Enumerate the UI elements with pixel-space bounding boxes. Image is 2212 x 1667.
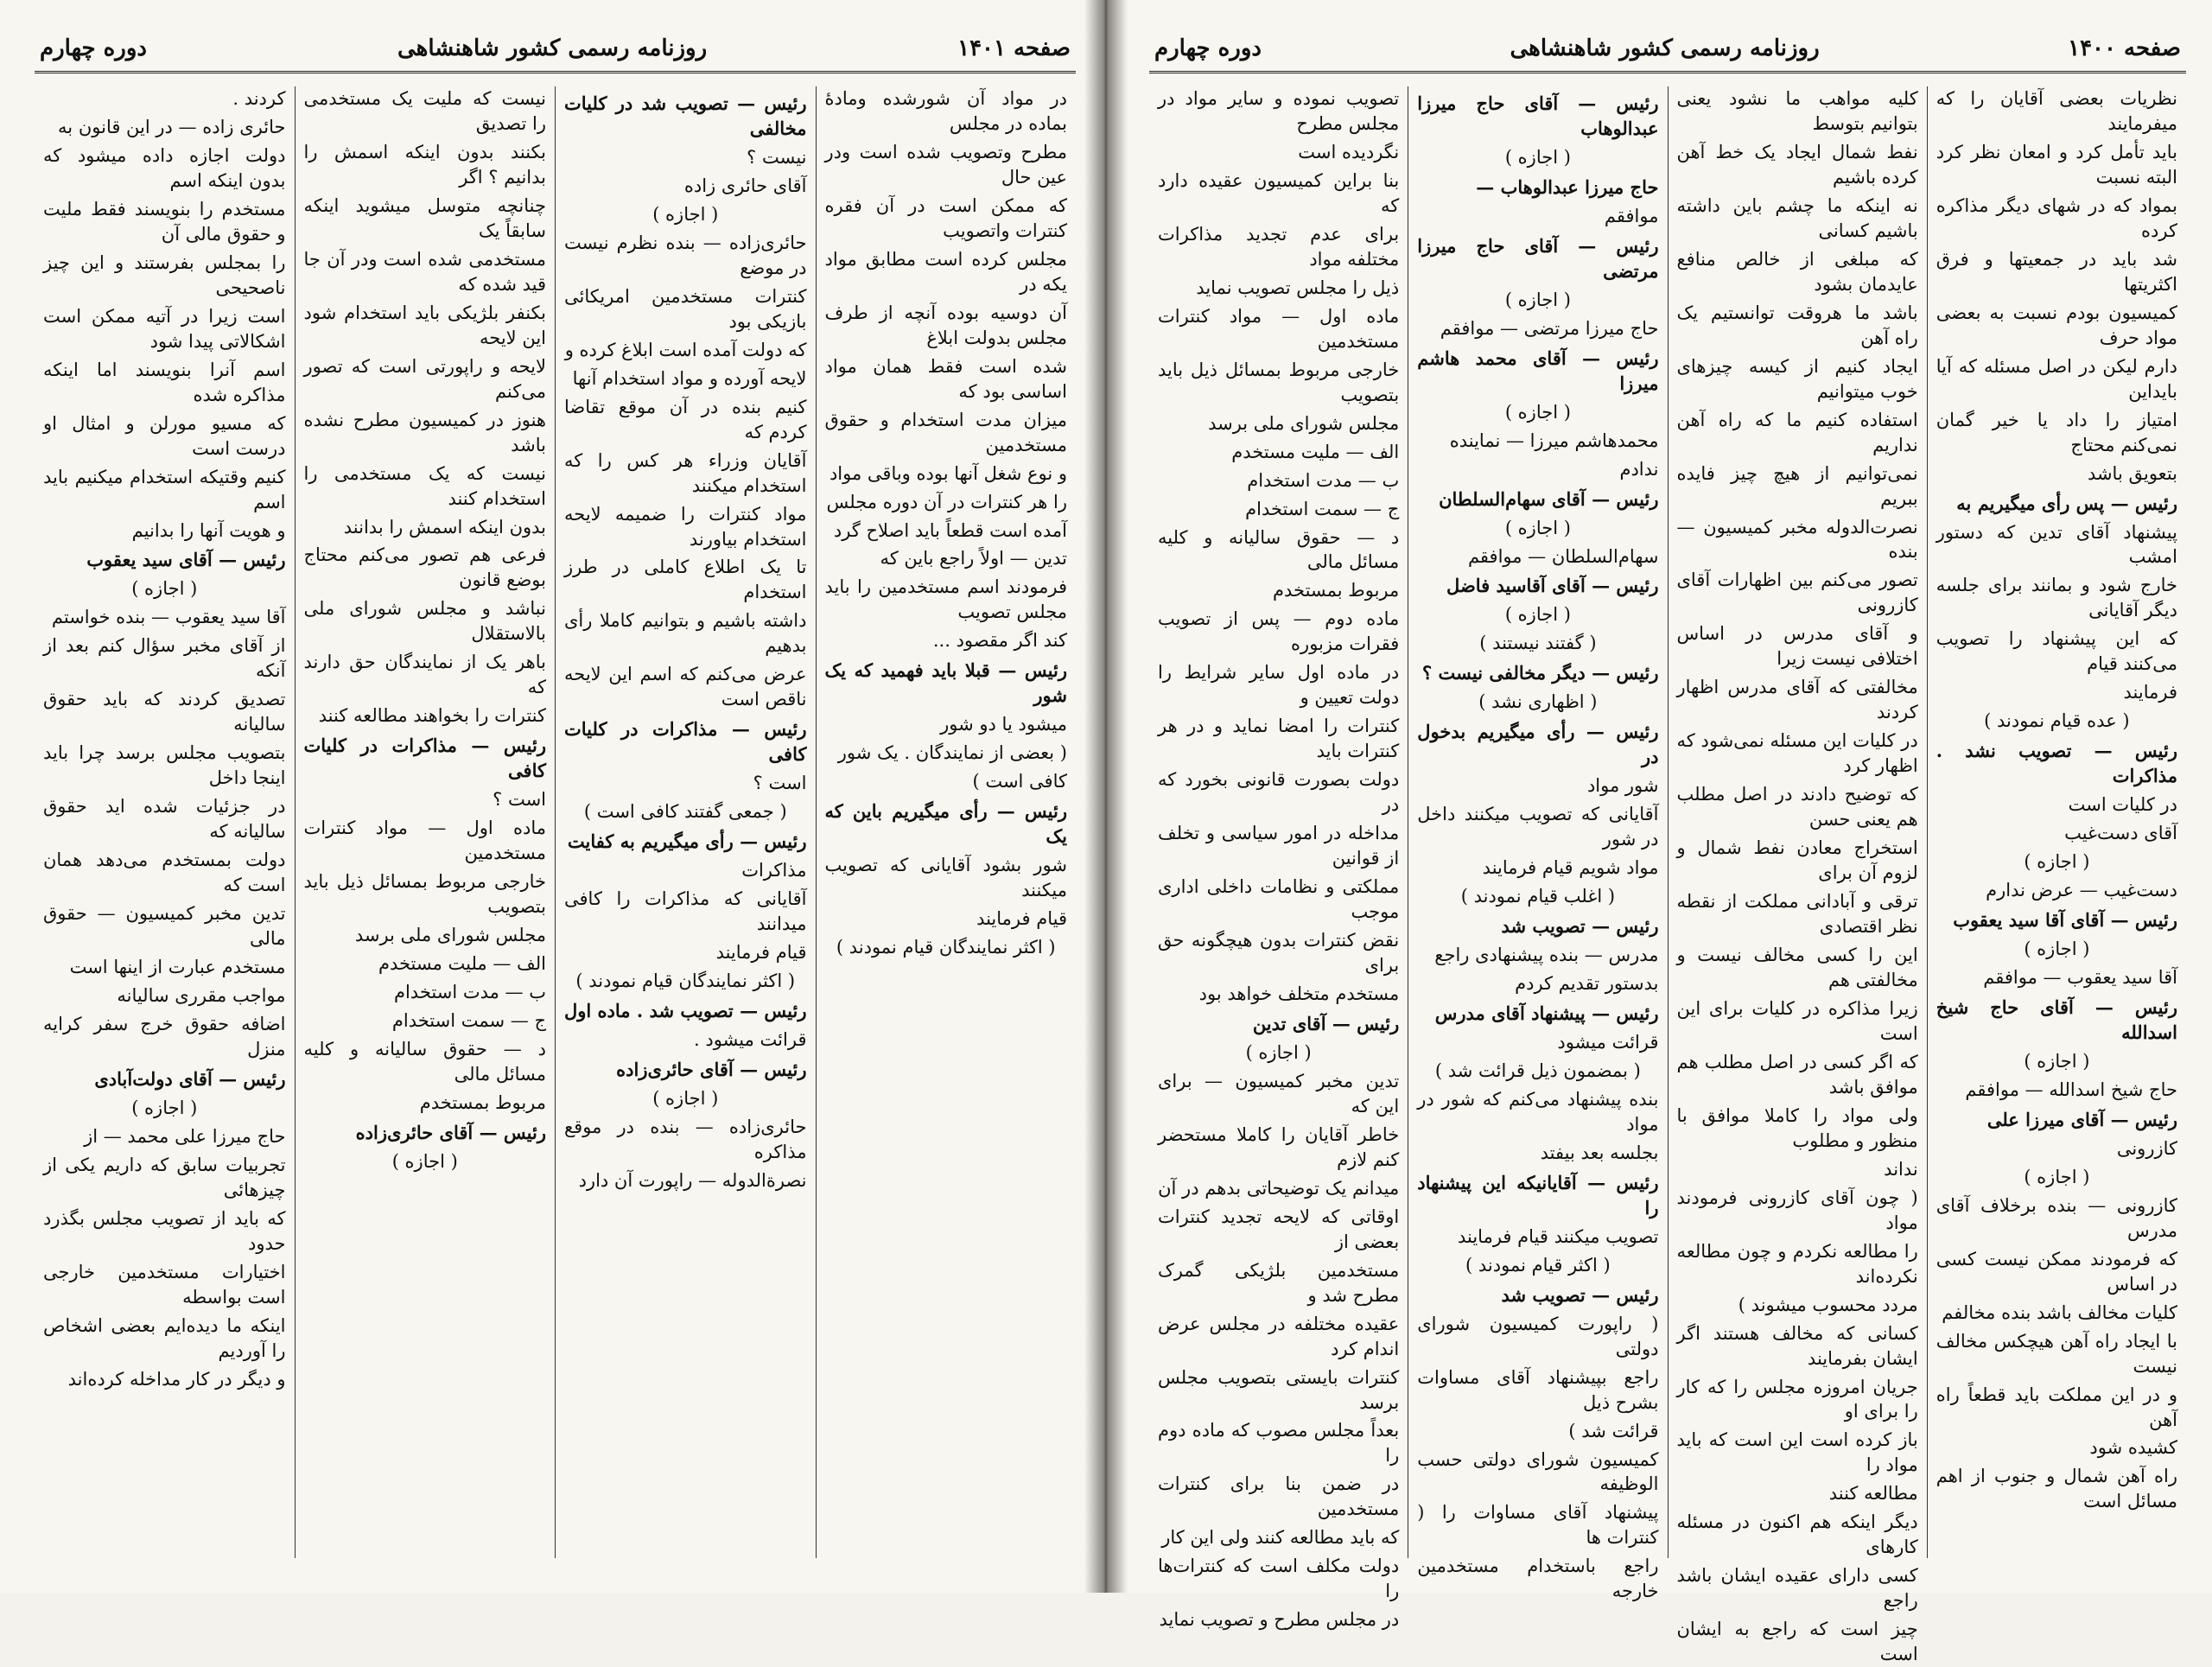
column-line: د — حقوق سالیانه و کلیه مسائل مالی xyxy=(1158,526,1400,573)
column-line: محمدهاشم میرزا — نماینده xyxy=(1449,429,1659,451)
left-page xyxy=(0,0,1102,1593)
left-page-title: روزنامه رسمی کشور شاهنشاهی xyxy=(397,35,708,61)
column-line: چیز است که راجع به ایشان است xyxy=(1676,1619,1918,1665)
column-line: رئیس — رأی میگیریم به کفایت xyxy=(567,830,807,853)
column-line: کسی دارای عقیده ایشان باشد راجع xyxy=(1676,1565,1918,1612)
column-line: استخراج معادن نفط شمال و لزوم آن برای xyxy=(1676,837,1918,884)
column-line: حائری زاده — در این قانون به xyxy=(58,116,286,137)
column-line: نه اینکه ما چشم باین داشته باشیم کسانی xyxy=(1676,194,1918,241)
column-line: با ایجاد راه آهن هیچکس مخالف نیست xyxy=(1936,1330,2177,1377)
left-page-columns xyxy=(35,86,1076,1558)
column-line: باز کرده است این است که باید مواد را xyxy=(1676,1429,1918,1476)
column-line: کند اگر مقصود ... xyxy=(932,630,1067,652)
left-page-number: صفحه ۱۴۰۱ xyxy=(957,35,1071,61)
column-line: بتصویب مجلس برسد چرا باید اینجا داخل xyxy=(43,742,286,789)
column-line: چنانچه متوسل میشوید اینکه سابقاً یک xyxy=(303,194,546,241)
column-line: راجع باستخدام مستخدمین خارجه xyxy=(1417,1556,1659,1602)
column-line: کنیم بنده در آن موقع تقاضا کردم که xyxy=(564,396,807,442)
column-line: زیرا مذاکره در کلیات برای این است xyxy=(1676,997,1918,1044)
column-line: که دولت آمده است ابلاغ کرده و xyxy=(564,339,807,360)
column-line: کسانی که مخالف هستند اگر ایشان بفرمایند xyxy=(1676,1322,1918,1369)
column-line: تجربیات سابق که داریم یکی از چیزهائی xyxy=(43,1154,286,1200)
column-line: امتیاز را داد یا خیر گمان نمی‌کنم محتاج xyxy=(1936,409,2177,455)
column-line: هنوز در کمیسیون مطرح نشده باشد xyxy=(303,409,546,455)
column-line: نقض کنترات بدون هیچگونه حق برای xyxy=(1158,930,1400,976)
column-line: رئیس — رأی میگیریم باین که یک xyxy=(824,800,1067,848)
column-line: قیام فرمایند xyxy=(715,942,807,964)
column-line: آقای دست‌غیب xyxy=(2064,823,2177,844)
column-line: سهام‌السلطان — موافقم xyxy=(1467,545,1659,567)
column-line: رئیس — آقای حائری‌زاده xyxy=(616,1058,807,1080)
column-line: رئیس — تصویب شد xyxy=(1501,915,1659,938)
column-line: قیام فرمایند xyxy=(976,908,1067,930)
column-line: بنده پیشنهاد می‌کنم که شور در مواد xyxy=(1417,1088,1659,1135)
column-line: رئیس — آقای حائری‌زاده xyxy=(355,1121,546,1143)
column-line: که مبلغی از خالص منافع عایدمان بشود xyxy=(1676,248,1918,295)
column-line: اوقاتی که لایحه تجدید کنترات بعضی از xyxy=(1158,1206,1400,1252)
column-line: نداند xyxy=(1884,1158,1918,1180)
column-line: تصدیق کردند که باید حقوق سالیانه xyxy=(43,689,286,735)
column-line: و در این مملکت باید قطعاً راه آهن xyxy=(1936,1384,2177,1430)
column-line: پیشنهاد آقای تدین که دستور امشب xyxy=(1936,521,2177,568)
column-line: که توضیح دادند در اصل مطلب هم یعنی حسن xyxy=(1676,784,1918,830)
column-line: خارج شود و بمانند برای جلسه دیگر آقایانی xyxy=(1936,575,2177,621)
column-line: حاج شیخ اسدالله — موافقم xyxy=(1965,1078,2177,1100)
column-line: ماده اول — مواد کنترات مستخدمین xyxy=(303,818,546,864)
column-line: پیشنهاد آقای مساوات را ( کنترات ها xyxy=(1417,1502,1659,1549)
column-line: الف — ملیت مستخدم xyxy=(378,953,546,974)
column-line: بجلسه بعد بیفتد xyxy=(1540,1142,1659,1163)
column-line: ( بعضی از نمایندگان . یک شور xyxy=(837,742,1067,764)
column-line: ( گفتند نیستند ) xyxy=(1479,633,1597,654)
column-line: بمواد که در شهای دیگر مذاکره کرده xyxy=(1936,194,2177,241)
column-line: قرائت میشود xyxy=(1557,1031,1659,1053)
column-line: در ماده اول سایر شرایط را دولت تعیین و xyxy=(1158,662,1400,709)
column-line: بتعویق باشد xyxy=(2087,462,2177,484)
column-line: شده است فقط همان مواد اساسی بود که xyxy=(824,355,1067,402)
column-line: مربوط بمستخدم xyxy=(419,1091,546,1113)
column-line: ندادم xyxy=(1619,458,1659,480)
column-line: که باید از تصویب مجلس بگذرد حدود xyxy=(43,1207,286,1254)
column-line: ماده دوم — پس از تصویب فقرات مزبوره xyxy=(1158,608,1400,655)
column-line: تصویب نموده و سایر مواد در مجلس مطرح xyxy=(1158,88,1400,134)
column-line: مطالعه کنند xyxy=(1828,1483,1918,1505)
column-line: الف — ملیت مستخدم xyxy=(1231,441,1400,462)
column-line: مستخدمین بلژیکی گمرک مطرح شد و xyxy=(1158,1259,1400,1306)
column-line: کنترات مستخدمین امریکائی بازیکی بود xyxy=(564,285,807,332)
column-line: را مطالعه نکردم و چون مطالعه نکرده‌اند xyxy=(1676,1240,1918,1287)
column-line: مدرس — بنده پیشنهادی راجع xyxy=(1434,945,1659,966)
left-page-header xyxy=(35,26,1076,73)
column-line: رئیس — رأی میگیریم بدخول در xyxy=(1417,721,1659,768)
column-line: مجلس شورای ملی برسد xyxy=(1208,412,1400,434)
column-line: مخالفتی که آقای مدرس اظهار کردند xyxy=(1676,677,1918,723)
right-page-number: صفحه ۱۴۰۰ xyxy=(2068,35,2181,61)
column-line: آمده است قطعاً باید اصلاح گرد xyxy=(833,519,1067,541)
column-line: ( اجازه ) xyxy=(652,203,719,225)
column-line: ب — مدت استخدام xyxy=(1247,469,1400,491)
column-line: مربوط بمستخدم xyxy=(1272,580,1400,601)
column-line: جریان امروزه مجلس را که کار را برای او xyxy=(1676,1376,1918,1422)
column-line: راجع بپیشنهاد آقای مساوات بشرح ذیل xyxy=(1417,1366,1659,1413)
column-line: اینکه ما دیده‌ایم بعضی اشخاص را آوردیم xyxy=(43,1314,286,1361)
column-line: کمیسیون شورای دولتی حسب الوظیفه xyxy=(1417,1448,1659,1495)
column-line: قرائت شد ) xyxy=(1568,1420,1659,1441)
column-line: ماده اول — مواد کنترات مستخدمین xyxy=(1158,305,1400,352)
column-line: ( اجازه ) xyxy=(1504,146,1571,168)
column-line: کازرونی — بنده برخلاف آقای مدرس xyxy=(1936,1194,2177,1241)
column-line: آقایانی که تصویب میکنند داخل در شور xyxy=(1417,804,1659,850)
column-line: بدون اینکه اسمش را بدانند xyxy=(343,516,546,538)
page-gutter xyxy=(1084,0,1128,1593)
column-line: آقا سید یعقوب — موافقم xyxy=(1983,967,2177,988)
column-line: عرض می‌کنم که اسم این لایحه ناقص است xyxy=(564,664,807,710)
column-line: نصرة‌الدوله — راپورت آن دارد xyxy=(578,1169,807,1191)
column-line: رئیس — آقای سید یعقوب xyxy=(86,549,286,571)
column-line: نیست ؟ xyxy=(747,146,807,168)
right-column xyxy=(1927,86,2186,1558)
column-line: در کلیات این مسئله نمی‌شود که اظهار کرد xyxy=(1676,730,1918,777)
column-line: ( عده قیام نمودند ) xyxy=(1984,710,2130,732)
column-line: دیگر اینکه هم اکنون در مسئله کارهای xyxy=(1676,1511,1918,1558)
column-line: نمی‌توانیم از هیچ چیز فایده ببریم xyxy=(1676,462,1918,509)
column-line: لایحه و راپورتی است که تصور می‌کنم xyxy=(303,355,546,402)
column-line: در مجلس مطرح و تصویب نماید xyxy=(1159,1609,1400,1631)
column-line: رئیس — تصویب شد xyxy=(1501,1283,1659,1306)
column-line: که این پیشنهاد را تصویب می‌کنند قیام xyxy=(1936,628,2177,675)
column-line: رئیس — تصویب شد . ماده اول xyxy=(564,999,807,1021)
column-line: ( راپورت کمیسیون شورای دولتی xyxy=(1417,1313,1659,1359)
column-line: نگردیده است xyxy=(1298,141,1400,162)
column-line: ( اجازه ) xyxy=(131,578,198,600)
column-line: ( بمضمون ذیل قرائت شد ) xyxy=(1434,1059,1641,1081)
column-line: ( اظهاری نشد ) xyxy=(1478,691,1598,713)
column-line: ج — سمت استخدام xyxy=(391,1009,546,1031)
column-line: بنا براین کمیسیون عقیده دارد که xyxy=(1158,169,1400,216)
column-line: است ؟ xyxy=(493,789,546,811)
column-line: دست‌غیب — عرض ندارم xyxy=(1986,880,2177,901)
column-line: تدین — اولاً راجع باین که xyxy=(880,548,1067,569)
column-line: تصور می‌کنم بین اظهارات آقای کازرونی xyxy=(1676,569,1918,616)
column-line: تدین مخبر کمیسیون — حقوق مالی xyxy=(43,903,286,950)
right-page-edition: دوره چهارم xyxy=(1154,35,1262,61)
column-line: کردند . xyxy=(232,88,286,109)
column-line: نظریات بعضی آقایان را که میفرمایند xyxy=(1936,88,2177,134)
column-line: کنیم وقتیکه استخدام میکنیم باید اسم xyxy=(43,466,286,512)
column-line: ( اغلب قیام نمودند ) xyxy=(1460,886,1616,907)
column-line: کلیات مخالف باشد بنده مخالفم xyxy=(1942,1301,2177,1323)
column-line: باهر یک از نمایندگان حق دارند که xyxy=(303,652,546,698)
column-line: مواد شویم قیام فرمایند xyxy=(1482,857,1659,879)
column-line: کنترات بایستی بتصویب مجلس برسد xyxy=(1158,1366,1400,1413)
column-line: رئیس — آقای سهام‌السلطان xyxy=(1439,487,1659,510)
column-line: عقیده مختلفه در مجلس عرض اندام کرد xyxy=(1158,1313,1400,1359)
column-line: رئیس — آقای محمد هاشم میرزا xyxy=(1417,347,1659,394)
column-line: ولی مواد را کاملا موافق با منظور و مطلوب xyxy=(1676,1104,1918,1151)
column-line: ( اجازه ) xyxy=(1504,604,1571,626)
column-line: حائری‌زاده — بنده نظرم نیست در موضع xyxy=(564,232,807,278)
column-line: ترقی و آبادانی مملکت از نقطه نظر اقتصادی xyxy=(1676,891,1918,938)
column-line: اضافه حقوق خرج سفر کرایه منزل xyxy=(43,1013,286,1059)
column-line: که ممکن است در آن فقره کنترات واتصویب xyxy=(824,194,1067,241)
column-line: رئیس — پیشنهاد آقای مدرس xyxy=(1434,1002,1659,1024)
column-line: ب — مدت استخدام xyxy=(393,981,546,1002)
column-line: بکنند بدون اینکه اسمش را بدانیم ؟ اگر xyxy=(303,141,546,188)
column-line: ( اجازه ) xyxy=(1504,517,1571,538)
column-line: موافقم xyxy=(1604,205,1659,226)
column-line: میدانم یک توضیحاتی بدهم در آن xyxy=(1158,1177,1400,1199)
column-line: را هر کنترات در آن دوره مجلس xyxy=(826,491,1067,512)
column-line: رئیس — تصویب نشد . مذاکرات xyxy=(1936,740,2177,787)
column-line: شد باید در جمعیتها و فرق اکثریتها xyxy=(1936,248,2177,295)
column-line: راه آهن شمال و جنوب از اهم مسائل است xyxy=(1936,1466,2177,1512)
right-page xyxy=(1115,0,2212,1665)
column-line: اسم آنرا بنویسند اما اینکه مذاکره شده xyxy=(43,359,286,405)
column-line: باید تأمل کرد و امعان نظر کرد البته نسبت xyxy=(1936,141,2177,188)
column-line: که مسیو مورلن و امثال او درست است xyxy=(43,412,286,459)
column-line: ایجاد کنیم از کیسه چیزهای خوب میتوانیم xyxy=(1676,355,1918,402)
column-line: رئیس — آقای حاج شیخ اسدالله xyxy=(1936,996,2177,1043)
right-page-title: روزنامه رسمی کشور شاهنشاهی xyxy=(1510,35,1820,61)
column-line: کمیسیون بودم نسبت به بعضی مواد حرف xyxy=(1936,302,2177,348)
column-line: ( اجازه ) xyxy=(1504,401,1571,423)
column-line: رئیس — مذاکرات در کلیات کافی xyxy=(303,735,546,782)
column-line: رئیس — آقای میرزا علی xyxy=(1986,1108,2177,1130)
column-line: در جزئیات شده اید حقوق سالیانه که xyxy=(43,796,286,843)
column-line: رئیس — دیگر مخالفی نیست ؟ xyxy=(1422,662,1659,684)
column-line: نیست که یک مستخدمی را استخدام کنند xyxy=(303,462,546,509)
column-line: لایحه آورده و مواد استخدام آنها xyxy=(572,367,807,389)
column-line: کافی است ) xyxy=(972,771,1067,792)
column-line: در کلیات است xyxy=(2068,794,2177,816)
column-line: که باید مطالعه کنند ولی این کار xyxy=(1161,1527,1400,1549)
column-line: آقایانی که مذاکرات را کافی میدانند xyxy=(564,888,807,935)
column-line: دولت اجازه داده میشود که بدون اینکه اسم xyxy=(43,144,286,191)
column-line: فرمودند اسم مستخدمین را باید مجلس تصویب xyxy=(824,576,1067,623)
left-column xyxy=(816,86,1077,1558)
column-line: اختیارات مستخدمین خارجی است بواسطه xyxy=(43,1261,286,1308)
column-line: د — حقوق سالیانه و کلیه مسائل مالی xyxy=(303,1038,546,1085)
column-line: ( اکثر نمایندگان قیام نمودند ) xyxy=(575,970,796,991)
column-line: بکنفر بلژیکی باید استخدام شود این لایحه xyxy=(303,302,546,348)
column-line: مستخدم متخلف خواهد بود xyxy=(1198,983,1400,1004)
column-line: ( اجازه ) xyxy=(1504,289,1571,310)
column-line: رئیس — آقایانیکه این پیشنهاد را xyxy=(1417,1171,1659,1218)
column-line: نصرت‌الدوله مخبر کمیسیون — بنده xyxy=(1676,516,1918,563)
column-line: دولت بصورت قانونی بخورد که در xyxy=(1158,769,1400,816)
column-line: ( اجازه ) xyxy=(2024,938,2090,960)
column-line: مداخله در امور سیاسی و تخلف از قوانین xyxy=(1158,823,1400,869)
column-line: این را کسی مخالف نیست و مخالفتی هم xyxy=(1676,945,1918,990)
column-line: رئیس — آقای تدین xyxy=(1252,1012,1400,1034)
column-line: مستخدم را بنویسند فقط ملیت و حقوق مالی آن xyxy=(43,198,286,245)
column-line: کلیه مواهب ما نشود یعنی بتوانیم بتوسط xyxy=(1676,88,1918,134)
column-line: که اگر کسی در اصل مطلب هم موافق باشد xyxy=(1676,1051,1918,1098)
column-line: ( اجازه ) xyxy=(652,1087,719,1109)
column-line: خارجی مربوط بمسائل ذیل باید بتصویب xyxy=(303,871,546,918)
column-line: رئیس — آقای حاج میرزا عبدالوهاب xyxy=(1417,92,1659,139)
column-line: شور بشود آقایانی که تصویب میکنند xyxy=(824,855,1067,901)
column-line: ( اجازه ) xyxy=(391,1150,458,1172)
right-column xyxy=(1668,86,1927,1665)
column-line: را بمجلس بفرستند و این چیز ناصحیحی xyxy=(43,251,286,298)
column-line: دولت بمستخدم می‌دهد همان است که xyxy=(43,849,286,896)
left-column xyxy=(555,86,816,1558)
column-line: حاج میرزا علی محمد — از xyxy=(84,1125,286,1147)
column-line: رئیس — آقای آقاسید فاضل xyxy=(1446,575,1659,597)
column-line: ( اکثر قیام نمودند ) xyxy=(1465,1254,1611,1276)
column-line: کازرونی xyxy=(2116,1137,2177,1159)
column-line: خاطر آقایان را کاملا مستحضر کنم لازم xyxy=(1158,1123,1400,1170)
column-line: تصویب میکنند قیام فرمایند xyxy=(1457,1225,1659,1247)
column-line: استفاده کنیم ما که راه آهن نداریم xyxy=(1676,409,1918,455)
column-line: برای عدم تجدید مذاکرات مختلفه مواد xyxy=(1158,223,1400,270)
column-line: بدستور تقدیم کردم xyxy=(1515,973,1659,995)
column-line: ( اجازه ) xyxy=(1245,1041,1312,1063)
column-line: ( اجازه ) xyxy=(131,1097,198,1118)
column-line: ( اجازه ) xyxy=(2024,1166,2090,1187)
column-line: ( جمعی گفتند کافی است ) xyxy=(583,801,787,823)
column-line: آقا سید یعقوب — بنده خواستم xyxy=(51,607,286,628)
right-column xyxy=(1149,86,1408,1631)
column-line: آن دوسیه بوده آنچه از طرف مجلس بدولت ابلاغ xyxy=(824,302,1067,348)
column-line: حائری‌زاده — بنده در موقع مذاکره xyxy=(564,1116,807,1162)
column-line: مملکتی و نظامات داخلی اداری موجب xyxy=(1158,876,1400,923)
column-line: حاج میرزا عبدالوهاب — xyxy=(1476,175,1659,198)
column-line: خارجی مربوط بمسائل ذیل باید بتصویب xyxy=(1158,359,1400,405)
column-line: فرمایند xyxy=(2123,682,2177,703)
column-line: فرعی هم تصور می‌کنم محتاج بوضع قانون xyxy=(303,544,546,591)
column-line: آقای حائری زاده xyxy=(683,175,807,196)
column-line: مردد محسوب میشوند ) xyxy=(1738,1294,1918,1315)
column-line: رئیس — پس رأی میگیریم به xyxy=(1956,492,2177,514)
column-line: آقایان وزراء هر کس را که استخدام میکنند xyxy=(564,449,807,496)
column-line: ذیل را مجلس تصویب نماید xyxy=(1196,277,1400,298)
column-line: کنترات را بخواهند مطالعه کنند xyxy=(318,705,546,727)
right-page-columns xyxy=(1149,86,2186,1665)
column-line: ( اجازه ) xyxy=(2024,1050,2090,1072)
column-line: مذاکرات xyxy=(741,860,807,881)
column-line: رئیس — آقای دولت‌آبادی xyxy=(94,1067,286,1090)
column-line: ج — سمت استخدام xyxy=(1245,498,1400,519)
column-line: رئیس — مذاکرات در کلیات کافی xyxy=(564,718,807,766)
column-line: در ضمن بنا برای کنترات مستخدمین xyxy=(1158,1473,1400,1520)
right-page-header xyxy=(1149,26,2186,73)
column-line: دولت مکلف است که کنترات‌ها را xyxy=(1158,1556,1400,1602)
column-line: ( اکثر نمایندگان قیام نمودند ) xyxy=(836,937,1056,958)
column-line: است زیرا در آتیه ممکن است اشکالاتی پیدا شود xyxy=(43,305,286,352)
column-line: تا یک اطلاع کاملی در طرز استخدام xyxy=(564,557,807,603)
column-line: میشود یا دو شور xyxy=(940,714,1067,735)
column-line: و آقای مدرس در اساس اختلافی نیست زیرا xyxy=(1676,623,1918,670)
column-line: مجلس شورای ملی برسد xyxy=(354,925,546,946)
column-line: نیست که ملیت یک مستخدمی را تصدیق xyxy=(303,88,546,134)
column-line: رئیس — آقای آقا سید یعقوب xyxy=(1953,909,2177,932)
column-line: مجلس کرده است مطابق مواد یکه در xyxy=(824,248,1067,295)
right-column xyxy=(1408,86,1667,1602)
column-line: مطرح وتصویب شده است ودر عین حال xyxy=(824,141,1067,188)
column-line: و هویت آنها را بدانیم xyxy=(131,519,286,541)
column-line: قرائت میشود . xyxy=(694,1028,807,1050)
column-line: در مواد آن شورشده ومادهٔ بماده در مجلس xyxy=(824,88,1067,134)
column-line: ( اجازه ) xyxy=(2024,851,2090,873)
column-line: رئیس — آقای حاج میرزا مرتضی xyxy=(1417,234,1659,282)
column-line: کنترات را امضا نماید و در هر کنترات باید xyxy=(1158,716,1400,762)
column-line: دارم لیکن در اصل مسئله که آیا بایداین xyxy=(1936,355,2177,402)
column-line: مواد کنترات را ضمیمه لایحه استخدام بیاورند xyxy=(564,503,807,550)
column-line: حاج میرزا مرتضی — موافقم xyxy=(1440,317,1659,339)
column-line: باشد ما هروقت توانستیم یک راه آهن xyxy=(1676,302,1918,348)
column-line: نباشد و مجلس شورای ملی بالاستقلال xyxy=(303,598,546,645)
column-line: که فرمودند ممکن نیست کسی در اساس xyxy=(1936,1248,2177,1295)
left-column xyxy=(295,86,556,1558)
column-line: ( چون آقای کازرونی فرمودند مواد xyxy=(1676,1187,1918,1233)
column-line: میزان مدت استخدام و حقوق مستخدمین xyxy=(824,409,1067,455)
column-line: تدین مخبر کمیسیون — برای این که xyxy=(1158,1070,1400,1117)
column-line: شور مواد xyxy=(1586,775,1659,797)
column-line: مستخدمی شده است ودر آن جا قید شده که xyxy=(303,248,546,295)
column-line: است ؟ xyxy=(753,773,807,794)
column-line: داشته باشیم و بتوانیم کاملا رأی بدهیم xyxy=(564,610,807,657)
column-line: و دیگر در کار مداخله کرده‌اند xyxy=(67,1368,286,1390)
column-line: مواجب مقرری سالیانه xyxy=(117,984,286,1006)
column-line: رئیس — تصویب شد در کلیات مخالفی xyxy=(564,92,807,139)
column-line: و نوع شغل آنها بوده وباقی مواد xyxy=(829,462,1067,484)
column-line: از آقای مخبر سؤال کنم بعد از آنکه xyxy=(43,635,286,682)
column-line: کشیده شود xyxy=(2089,1437,2177,1459)
column-line: رئیس — قبلا باید فهمید که یک شور xyxy=(824,659,1067,707)
column-line: مستخدم عبارت از اینها است xyxy=(69,957,286,977)
column-line: بعداً مجلس مصوب که ماده دوم را xyxy=(1158,1420,1400,1467)
left-page-edition: دوره چهارم xyxy=(40,35,147,61)
column-line: نفط شمال ایجاد یک خط آهن کرده باشیم xyxy=(1676,141,1918,188)
left-column xyxy=(35,86,295,1558)
